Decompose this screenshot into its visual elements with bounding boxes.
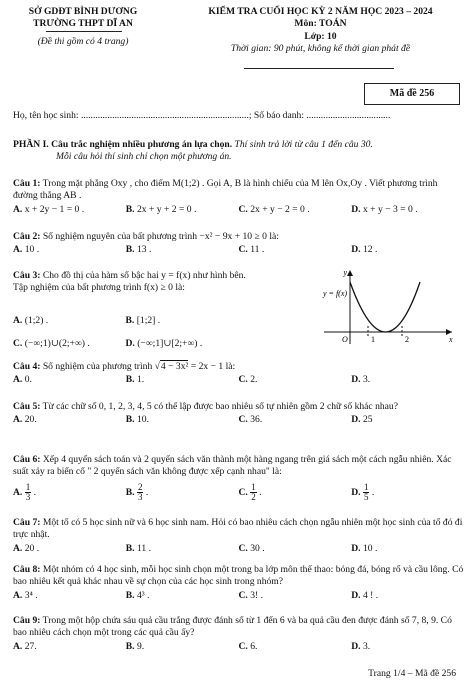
q6-text: Xếp 4 quyển sách toán và 2 quyển sách văn thành một hàng ngang trên giá sách một cách ngẫu nhiên. Xác suất xảy ra biến cố " 2 quyển sách văn không được xếp cạnh nhau" là: — [13, 454, 452, 478]
q4-option-b[interactable]: B. 1. — [125, 374, 145, 386]
time-note: Thời gian: 90 phút, không kể thời gian phát đề — [230, 42, 411, 54]
q4-label: Câu 4: — [13, 361, 41, 372]
student-info-line: Họ, tên học sinh: ......................................................................; Số báo danh: ................................... — [13, 110, 391, 121]
q4-text-a: Số nghiệm của phương trình — [40, 361, 155, 372]
q1-label: Câu 1: — [13, 178, 41, 189]
tick-1-label: 1 — [371, 335, 375, 344]
q6-fraction-d: $\frac{1}{5}$ — [363, 481, 369, 502]
q2-option-a[interactable]: A. 10 . — [13, 244, 40, 256]
part1-heading — [13, 139, 464, 164]
q5-option-c[interactable]: C. 36. — [238, 414, 263, 426]
q8-label: Câu 8: — [13, 564, 41, 575]
grade: Lớp: 10 — [304, 30, 337, 42]
header-left-underline — [46, 31, 122, 32]
q5-option-a[interactable]: A. 20. — [13, 414, 37, 426]
q3-option-c[interactable]: C. (−∞;1)∪(2;+∞) . — [13, 338, 90, 349]
x-label: x — [449, 335, 453, 344]
q1-option-a[interactable]: A. x + 2y − 1 = 0 . — [13, 203, 85, 215]
q2-text: Số nghiệm nguyên của bất phương trình −x² − 9x + 10 ≥ 0 là: — [40, 231, 279, 242]
q4-options — [13, 374, 464, 386]
q4-option-a[interactable]: A. 0. — [13, 374, 32, 386]
q6-label: Câu 6: — [13, 454, 41, 465]
q3-options-row1 — [13, 314, 313, 327]
question-9 — [13, 615, 464, 653]
question-2 — [13, 231, 464, 257]
q4-option-d[interactable]: D. 3. — [351, 374, 371, 386]
part1-instruction: Thí sinh trả lời từ câu 1 đến câu 30. — [232, 139, 373, 150]
department: SỞ GDĐT BÌNH DƯƠNG — [28, 6, 138, 17]
q2-option-b[interactable]: B. 13 . — [125, 244, 152, 256]
q1-text: Trong mặt phẳng Oxy , cho điểm M(1;2) . Gọi A, B là hình chiếu của M lên Ox,Oy . Viết phương trình đường thẳng AB . — [13, 178, 438, 202]
q1-options — [13, 204, 464, 216]
q7-option-a[interactable]: A. 20 . — [13, 542, 40, 554]
q6-option-d[interactable]: D. $\frac{1}{5}$ . — [351, 481, 375, 502]
q5-option-d[interactable]: D. 25 — [351, 414, 373, 426]
q8-options — [13, 590, 464, 602]
q9-option-b[interactable]: B. 9. — [125, 640, 145, 652]
y-axis-arrow-icon — [347, 270, 353, 276]
q3-text: Cho đồ thị của hàm số bậc hai y = f(x) như hình bên. — [40, 270, 246, 281]
q6-option-b[interactable]: B. $\frac{2}{3}$ . — [125, 481, 149, 502]
q2-option-d[interactable]: D. 12 . — [351, 244, 378, 256]
q9-option-a[interactable]: A. 27. — [13, 640, 37, 652]
subject: Môn: TOÁN — [294, 18, 347, 30]
q5-label: Câu 5: — [13, 401, 41, 412]
q3-option-a[interactable]: A. (1;2) . — [13, 315, 49, 326]
exam-code-box: Mã đề 256 — [364, 83, 460, 105]
q8-option-a[interactable]: A. 3⁴ . — [13, 589, 38, 601]
tick-2-label: 2 — [405, 335, 409, 344]
q9-option-c[interactable]: C. 6. — [238, 640, 258, 652]
q2-options — [13, 244, 464, 256]
q6-fraction-a: $\frac{1}{3}$ — [25, 481, 31, 502]
q6-fraction-c: $\frac{1}{2}$ — [251, 481, 256, 502]
q7-label: Câu 7: — [13, 517, 41, 528]
question-1 — [13, 178, 464, 216]
q8-text: Một nhóm có 4 học sinh, mỗi học sinh chọn một trong ba lớp môn thể thao: bóng đá, bóng rổ và cầu lông. Có bao nhiêu kết quả khác nhau về sự chọn của các học sinh trong nhóm? — [13, 564, 464, 588]
q9-text: Trong một hộp chứa sáu quả cầu trắng được đánh số từ 1 đến 6 và ba quả cầu đen được đánh số 7, 8, 9. Có bao nhiêu cách chọn một trong các quả cầu ấy? — [13, 615, 452, 639]
q1-option-d[interactable]: D. x + y − 3 = 0 . — [351, 203, 418, 215]
part1-instruction-2: Mỗi câu hỏi thí sinh chỉ chọn một phương án. — [56, 151, 232, 163]
q8-option-d[interactable]: D. 4 ! . — [351, 589, 379, 601]
header-right-underline — [244, 68, 394, 69]
header-left — [8, 6, 158, 48]
page-footer: Trang 1/4 – Mã đề 256 — [368, 668, 456, 679]
q7-option-c[interactable]: C. 30 . — [238, 542, 265, 554]
school-name: TRƯỜNG THPT DĨ AN — [33, 18, 133, 30]
q9-label: Câu 9: — [13, 615, 41, 626]
q8-option-b[interactable]: B. 4³ . — [125, 589, 150, 601]
parabola-curve — [350, 282, 420, 332]
q2-label: Câu 2: — [13, 231, 41, 242]
q7-text: Một tổ có 5 học sinh nữ và 6 học sinh nam. Hỏi có bao nhiêu cách chọn ngẫu nhiên một học sinh của tổ đó đi trực nhật. — [13, 517, 463, 541]
q4-text-b: = 2x − 1 là: — [188, 361, 236, 372]
q3-option-d[interactable]: D. (−∞;1]∪[2;+∞) . — [125, 338, 203, 349]
q7-options — [13, 543, 464, 555]
q6-fraction-b: $\frac{2}{3}$ — [137, 481, 143, 502]
q7-option-d[interactable]: D. 10 . — [351, 542, 378, 554]
exam-title: KIỂM TRA CUỐI HỌC KỲ 2 NĂM HỌC 2023 – 2024 — [208, 6, 433, 17]
q3-parabola-graph — [320, 266, 460, 346]
q6-option-a[interactable]: A. $\frac{1}{3}$ . — [13, 481, 37, 502]
question-4: Câu 4: Số nghiệm của phương trình √4 − 3x² = 2x − 1 là: A. 0. B. 1. C. 2. D. 3. — [13, 360, 464, 387]
q9-option-d[interactable]: D. 3. — [351, 640, 371, 652]
q3-options-row2 — [13, 337, 313, 350]
question-5 — [13, 401, 464, 427]
q1-option-b[interactable]: B. 2x + y + 2 = 0 . — [125, 203, 197, 215]
q5-option-b[interactable]: B. 10. — [125, 414, 149, 426]
header-right — [178, 6, 463, 55]
y-label: y — [343, 268, 347, 277]
question-7 — [13, 517, 464, 555]
question-8 — [13, 564, 464, 602]
q2-option-c[interactable]: C. 11 . — [238, 244, 265, 256]
question-3 — [13, 270, 323, 295]
question-6 — [13, 454, 464, 502]
q1-option-c[interactable]: C. 2x + y − 2 = 0 . — [238, 203, 310, 215]
q6-option-c[interactable]: C. $\frac{1}{2}$ . — [238, 481, 262, 502]
origin-label: O — [342, 335, 348, 344]
q3-option-b[interactable]: B. [1;2] . — [125, 315, 161, 326]
q3-label: Câu 3: — [13, 270, 41, 281]
pages-note: (Đề thi gồm có 4 trang) — [37, 35, 129, 47]
q6-options — [13, 483, 464, 503]
part1-title: PHẦN I. Câu trắc nghiệm nhiều phương án lựa chọn. — [13, 139, 233, 150]
q9-options — [13, 641, 464, 653]
q4-option-c[interactable]: C. 2. — [238, 374, 258, 386]
q5-options — [13, 414, 464, 426]
q7-option-b[interactable]: B. 11 . — [125, 542, 152, 554]
f-label: y = f(x) — [323, 289, 348, 298]
q3-text-2: Tập nghiệm của bất phương trình f(x) ≥ 0 là: — [13, 282, 185, 294]
q4-radicand: 4 − 3x² — [160, 361, 189, 372]
q8-option-c[interactable]: C. 3! . — [238, 589, 264, 601]
q5-text: Từ các chữ số 0, 1, 2, 3, 4, 5 có thể lập được bao nhiêu số tự nhiên gồm 2 chữ số khác nhau? — [40, 401, 398, 412]
